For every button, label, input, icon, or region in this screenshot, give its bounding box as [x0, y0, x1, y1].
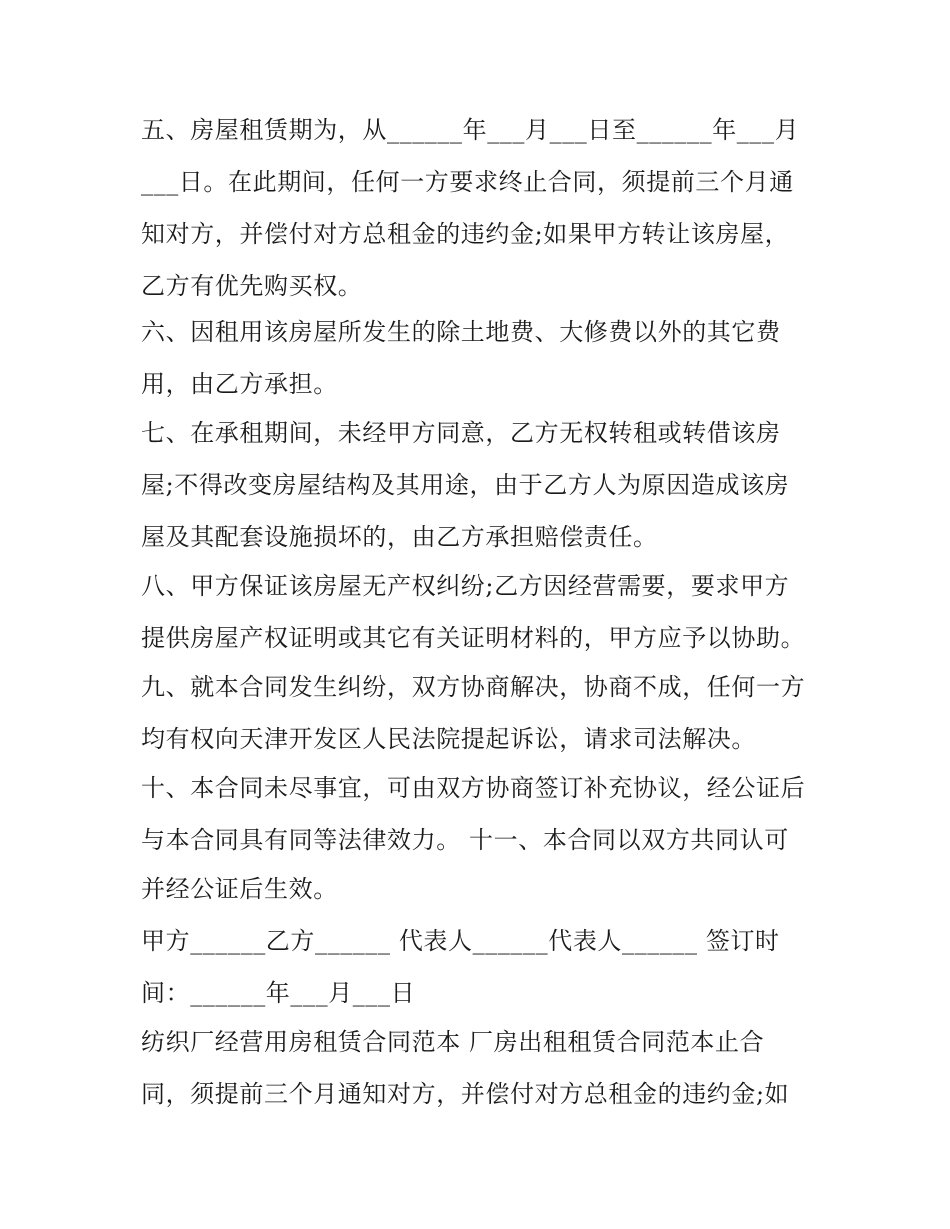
text-line: 间：______年___月___日: [141, 979, 416, 1007]
text-line: 均有权向天津开发区人民法院提起诉讼，请求司法解决。: [141, 725, 756, 753]
text-line: 同，须提前三个月通知对方，并偿付对方总租金的违约金;如: [141, 1080, 790, 1108]
text-line: 与本合同具有同等法律效力。 十一、本合同以双方共同认可: [141, 826, 789, 854]
text-line: ___日。在此期间，任何一方要求终止合同，须提前三个月通: [141, 168, 794, 196]
text-line: 五、房屋租赁期为，从______年___月___日至______年___月: [141, 116, 800, 144]
text-line: 纺织厂经营用房租赁合同范本 厂房出租租赁合同范本止合: [141, 1028, 765, 1056]
text-line: 并经公证后生效。: [141, 875, 338, 903]
text-line: 屋及其配套设施损坏的，由乙方承担赔偿责任。: [141, 523, 658, 551]
text-line: 提供房屋产权证明或其它有关证明材料的，甲方应予以协助。: [141, 624, 806, 652]
text-line: 用，由乙方承担。: [141, 370, 338, 398]
text-line: 七、在承租期间，未经甲方同意，乙方无权转租或转借该房: [141, 419, 781, 447]
text-line: 知对方，并偿付对方总租金的违约金;如果甲方转让该房屋，: [141, 220, 790, 248]
text-line: 甲方______乙方______ 代表人______代表人______ 签订时: [141, 927, 780, 955]
text-line: 屋;不得改变房屋结构及其用途，由于乙方人为原因造成该房: [141, 471, 790, 499]
text-line: 八、甲方保证该房屋无产权纠纷;乙方因经营需要，要求甲方: [141, 572, 790, 600]
text-line: 九、就本合同发生纠纷，双方协商解决，协商不成，任何一方: [141, 673, 806, 701]
text-line: 乙方有优先购买权。: [141, 272, 363, 300]
text-line: 十、本合同未尽事宜，可由双方协商签订补充协议，经公证后: [141, 774, 806, 802]
text-line: 六、因租用该房屋所发生的除土地费、大修费以外的其它费: [141, 318, 781, 346]
